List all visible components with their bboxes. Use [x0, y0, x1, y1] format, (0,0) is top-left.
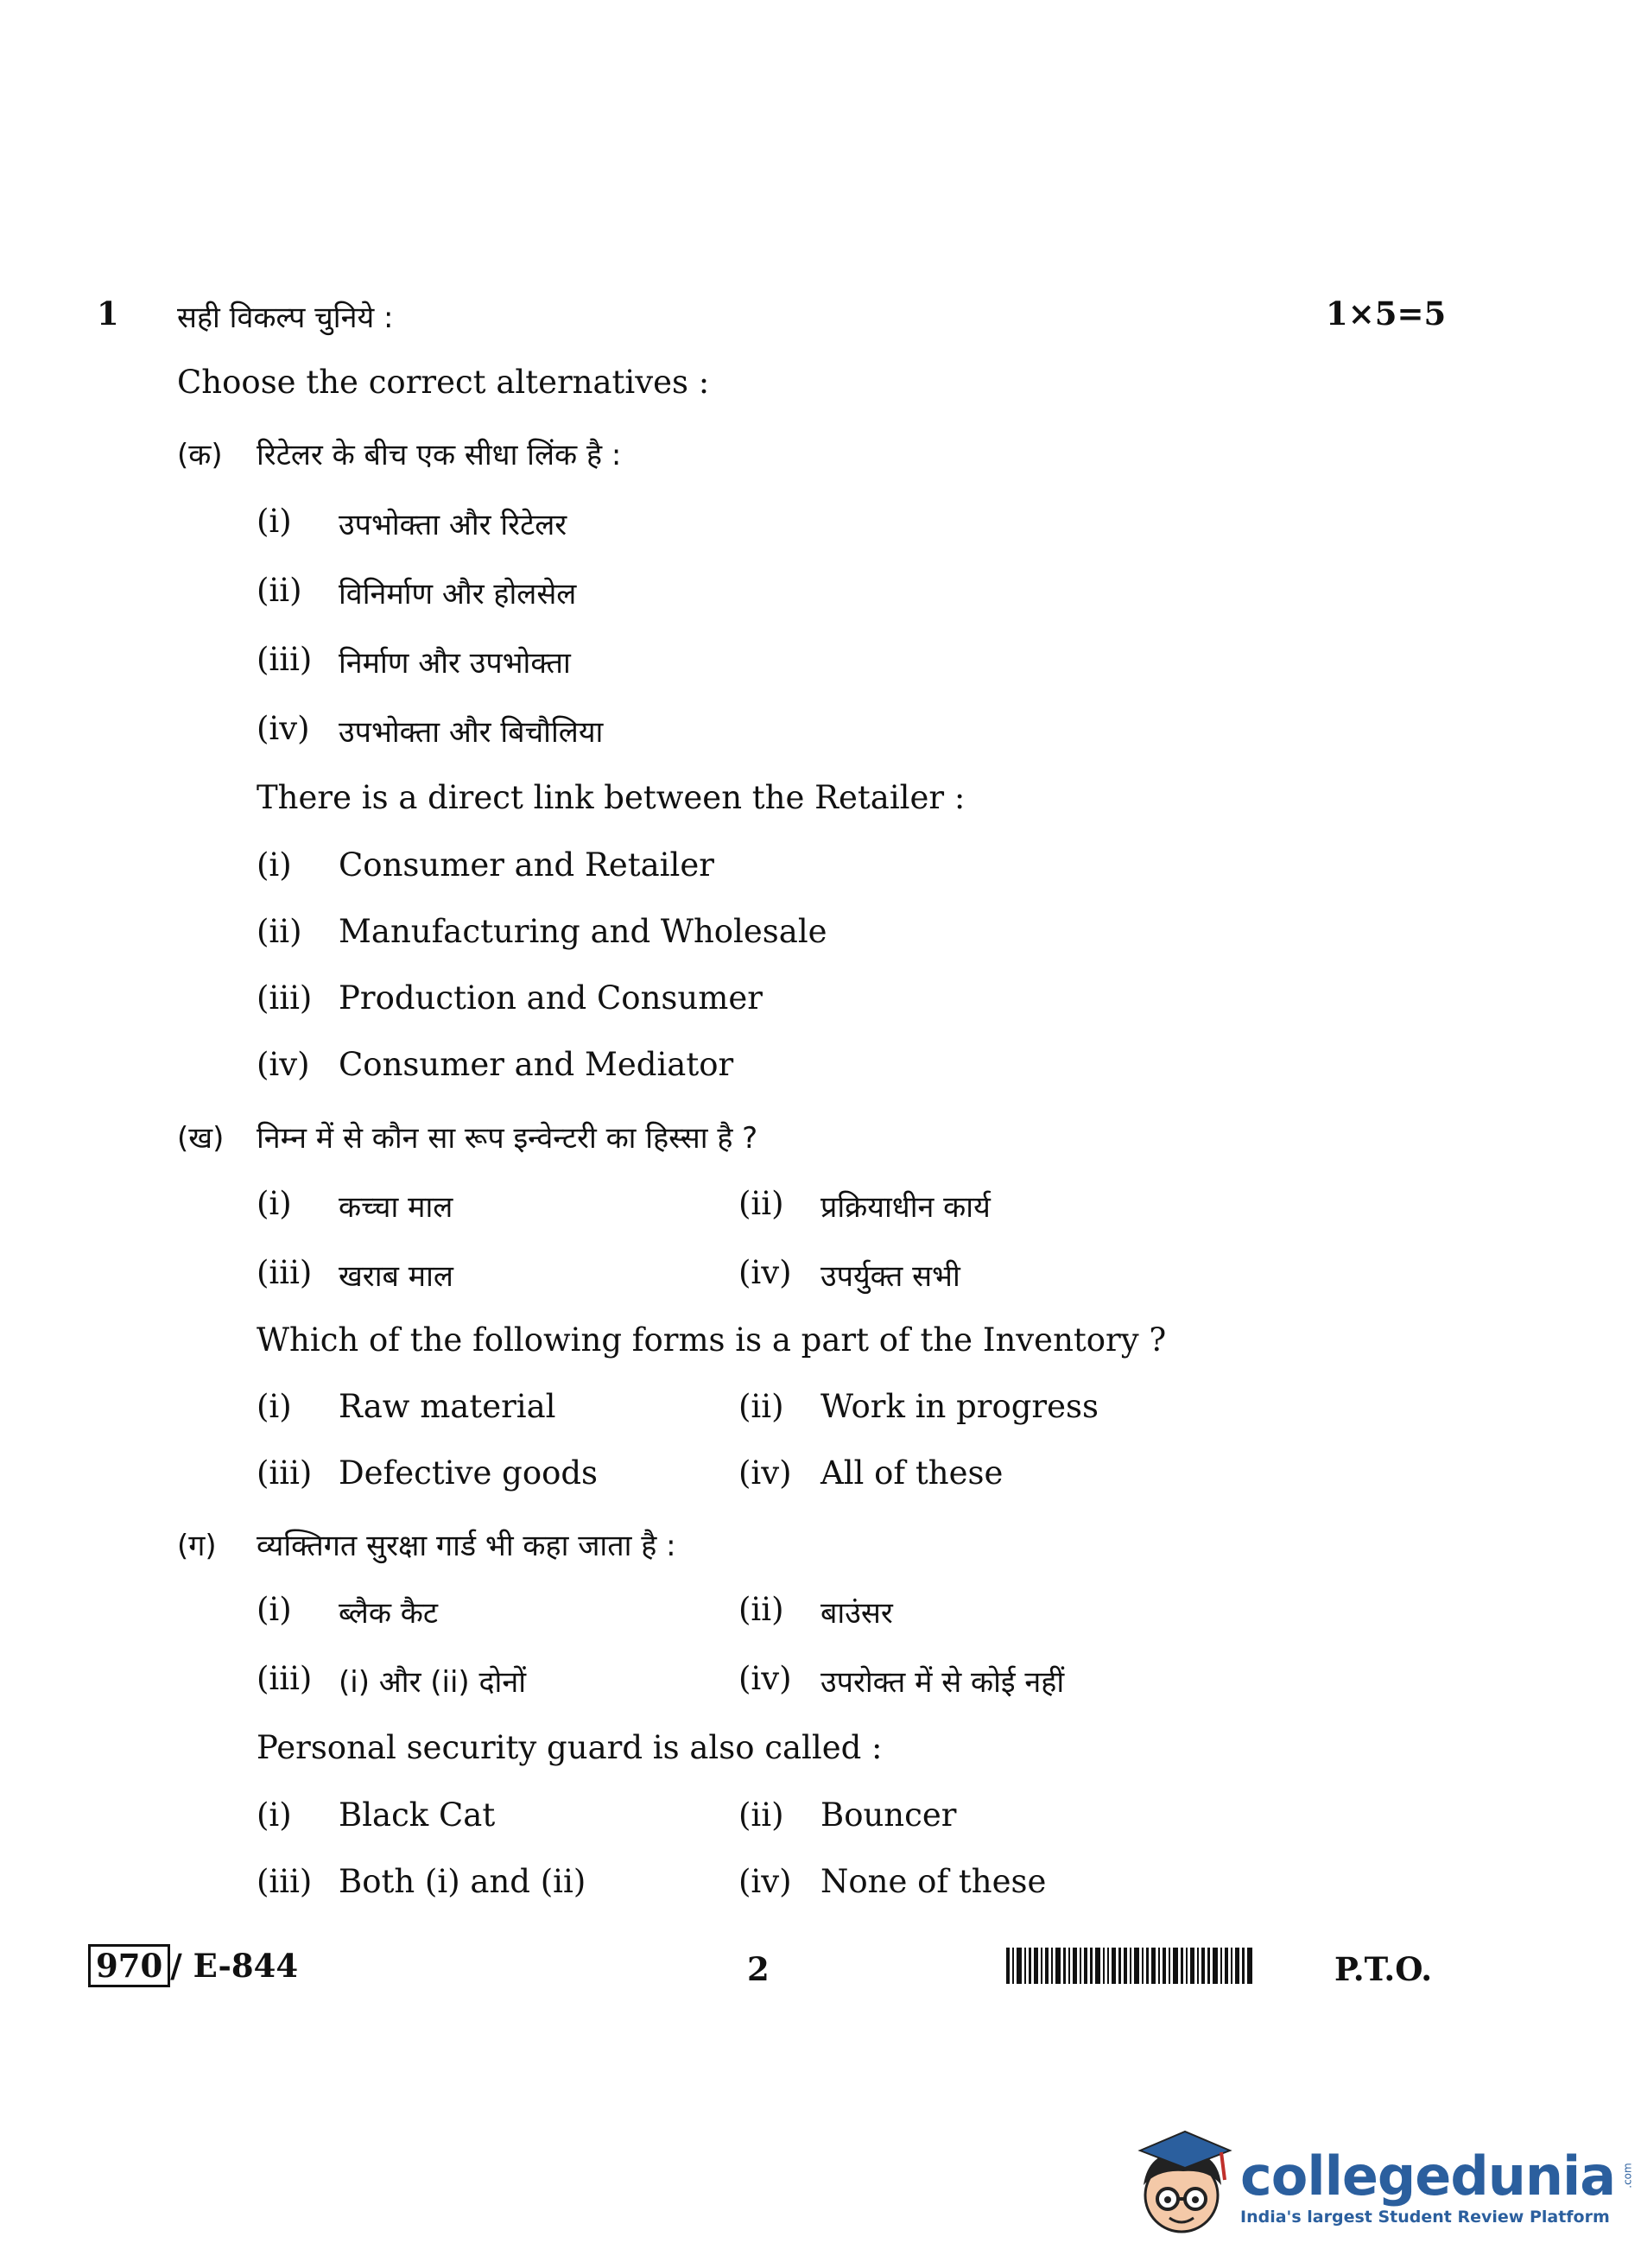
brand-suffix: .com	[1621, 2163, 1634, 2189]
q-ka-opt-num: (iii)	[257, 641, 313, 678]
q-ka-label: (क)	[177, 438, 223, 472]
page-number: 2	[747, 1950, 770, 1988]
q-ka-option-english: Consumer and Mediator	[339, 1046, 734, 1083]
q-ga-option-hindi: उपरोक्त में से कोई नहीं	[820, 1665, 1065, 1700]
q-ga-option-english: None of these	[820, 1863, 1047, 1900]
q-kha-opt-num: (iii)	[257, 1254, 313, 1291]
q-ka-option-english: Consumer and Retailer	[339, 846, 714, 884]
brand-tagline: India's largest Student Review Platform	[1240, 2207, 1610, 2227]
collegedunia-logo[interactable]	[1131, 2125, 1641, 2246]
q-ga-opt-num: (i)	[257, 1796, 292, 1834]
q-kha-label: (ख)	[177, 1121, 225, 1156]
barcode	[1006, 1948, 1296, 1984]
instruction-hindi: सही विकल्प चुनिये :	[177, 301, 394, 335]
q-kha-opt-num: (i)	[257, 1388, 292, 1425]
q-kha-opt-num: (iv)	[738, 1454, 792, 1492]
q-ga-question-english: Personal security guard is also called :	[257, 1729, 883, 1766]
q-ga-opt-num: (ii)	[738, 1796, 784, 1834]
q-ka-opt-num: (iii)	[257, 979, 313, 1017]
q-ka-opt-num: (ii)	[257, 913, 302, 950]
q-kha-option-english: All of these	[820, 1454, 1004, 1492]
q-ga-opt-num: (iii)	[257, 1660, 313, 1697]
q-ka-option-hindi: विनिर्माण और होलसेल	[339, 577, 577, 611]
paper-code-box: 970	[88, 1944, 170, 1987]
student-mascot-icon	[1131, 2125, 1235, 2246]
q-ka-opt-num: (ii)	[257, 572, 302, 609]
q-ga-opt-num: (iv)	[738, 1660, 792, 1697]
paper-code-line	[88, 1947, 299, 1985]
q-ka-question-english: There is a direct link between the Retailer :	[257, 779, 966, 816]
q-ka-question-hindi: रिटेलर के बीच एक सीधा लिंक है :	[257, 438, 622, 472]
q-kha-opt-num: (i)	[257, 1185, 292, 1222]
q-kha-option-hindi: खराब माल	[339, 1259, 453, 1294]
q-ga-option-english: Black Cat	[339, 1796, 496, 1834]
q-kha-option-english: Work in progress	[820, 1388, 1099, 1425]
q-ka-option-hindi: उपभोक्ता और रिटेलर	[339, 508, 567, 542]
q-kha-option-hindi: कच्चा माल	[339, 1190, 453, 1225]
q-kha-question-english: Which of the following forms is a part of the Inventory ?	[257, 1321, 1167, 1359]
q-ka-opt-num: (i)	[257, 503, 292, 540]
q-ga-label: (ग)	[177, 1529, 217, 1563]
q-ka-option-hindi: उपभोक्ता और बिचौलिया	[339, 715, 604, 750]
q-ka-opt-num: (i)	[257, 846, 292, 884]
q-ka-option-hindi: निर्माण और उपभोक्ता	[339, 646, 571, 681]
q-ga-option-hindi: बाउंसर	[820, 1596, 893, 1631]
q-kha-opt-num: (iv)	[738, 1254, 792, 1291]
q-ka-opt-num: (iv)	[257, 1046, 310, 1083]
q-ga-option-hindi: (i) और (ii) दोनों	[339, 1665, 527, 1700]
q-ga-option-hindi: ब्लैक कैट	[339, 1596, 439, 1631]
series-code: / E-844	[170, 1947, 299, 1985]
q-kha-option-hindi: उपर्युक्त सभी	[820, 1259, 960, 1294]
q-ga-option-english: Bouncer	[820, 1796, 957, 1834]
instruction-english: Choose the correct alternatives :	[177, 364, 710, 401]
q-ka-option-english: Manufacturing and Wholesale	[339, 913, 827, 950]
q-ga-question-hindi: व्यक्तिगत सुरक्षा गार्ड भी कहा जाता है :	[257, 1529, 676, 1563]
q-kha-opt-num: (ii)	[738, 1388, 784, 1425]
pto: P.T.O.	[1334, 1950, 1433, 1988]
q-ga-opt-num: (ii)	[738, 1591, 784, 1628]
q-kha-opt-num: (iii)	[257, 1454, 313, 1492]
q-kha-option-english: Defective goods	[339, 1454, 599, 1492]
brand-name: collegedunia	[1240, 2144, 1616, 2208]
q-ga-opt-num: (iii)	[257, 1863, 313, 1900]
q-kha-opt-num: (ii)	[738, 1185, 784, 1222]
q-kha-option-english: Raw material	[339, 1388, 556, 1425]
q-kha-question-hindi: निम्न में से कौन सा रूप इन्वेन्टरी का हिस्सा है ?	[257, 1121, 758, 1156]
q-ka-opt-num: (iv)	[257, 710, 310, 747]
q-ga-opt-num: (iv)	[738, 1863, 792, 1900]
q-ka-option-english: Production and Consumer	[339, 979, 763, 1017]
q-ga-option-english: Both (i) and (ii)	[339, 1863, 586, 1900]
marks: 1×5=5	[1326, 295, 1447, 333]
question-number: 1	[97, 295, 119, 333]
q-ga-opt-num: (i)	[257, 1591, 292, 1628]
q-kha-option-hindi: प्रक्रियाधीन कार्य	[820, 1190, 991, 1225]
